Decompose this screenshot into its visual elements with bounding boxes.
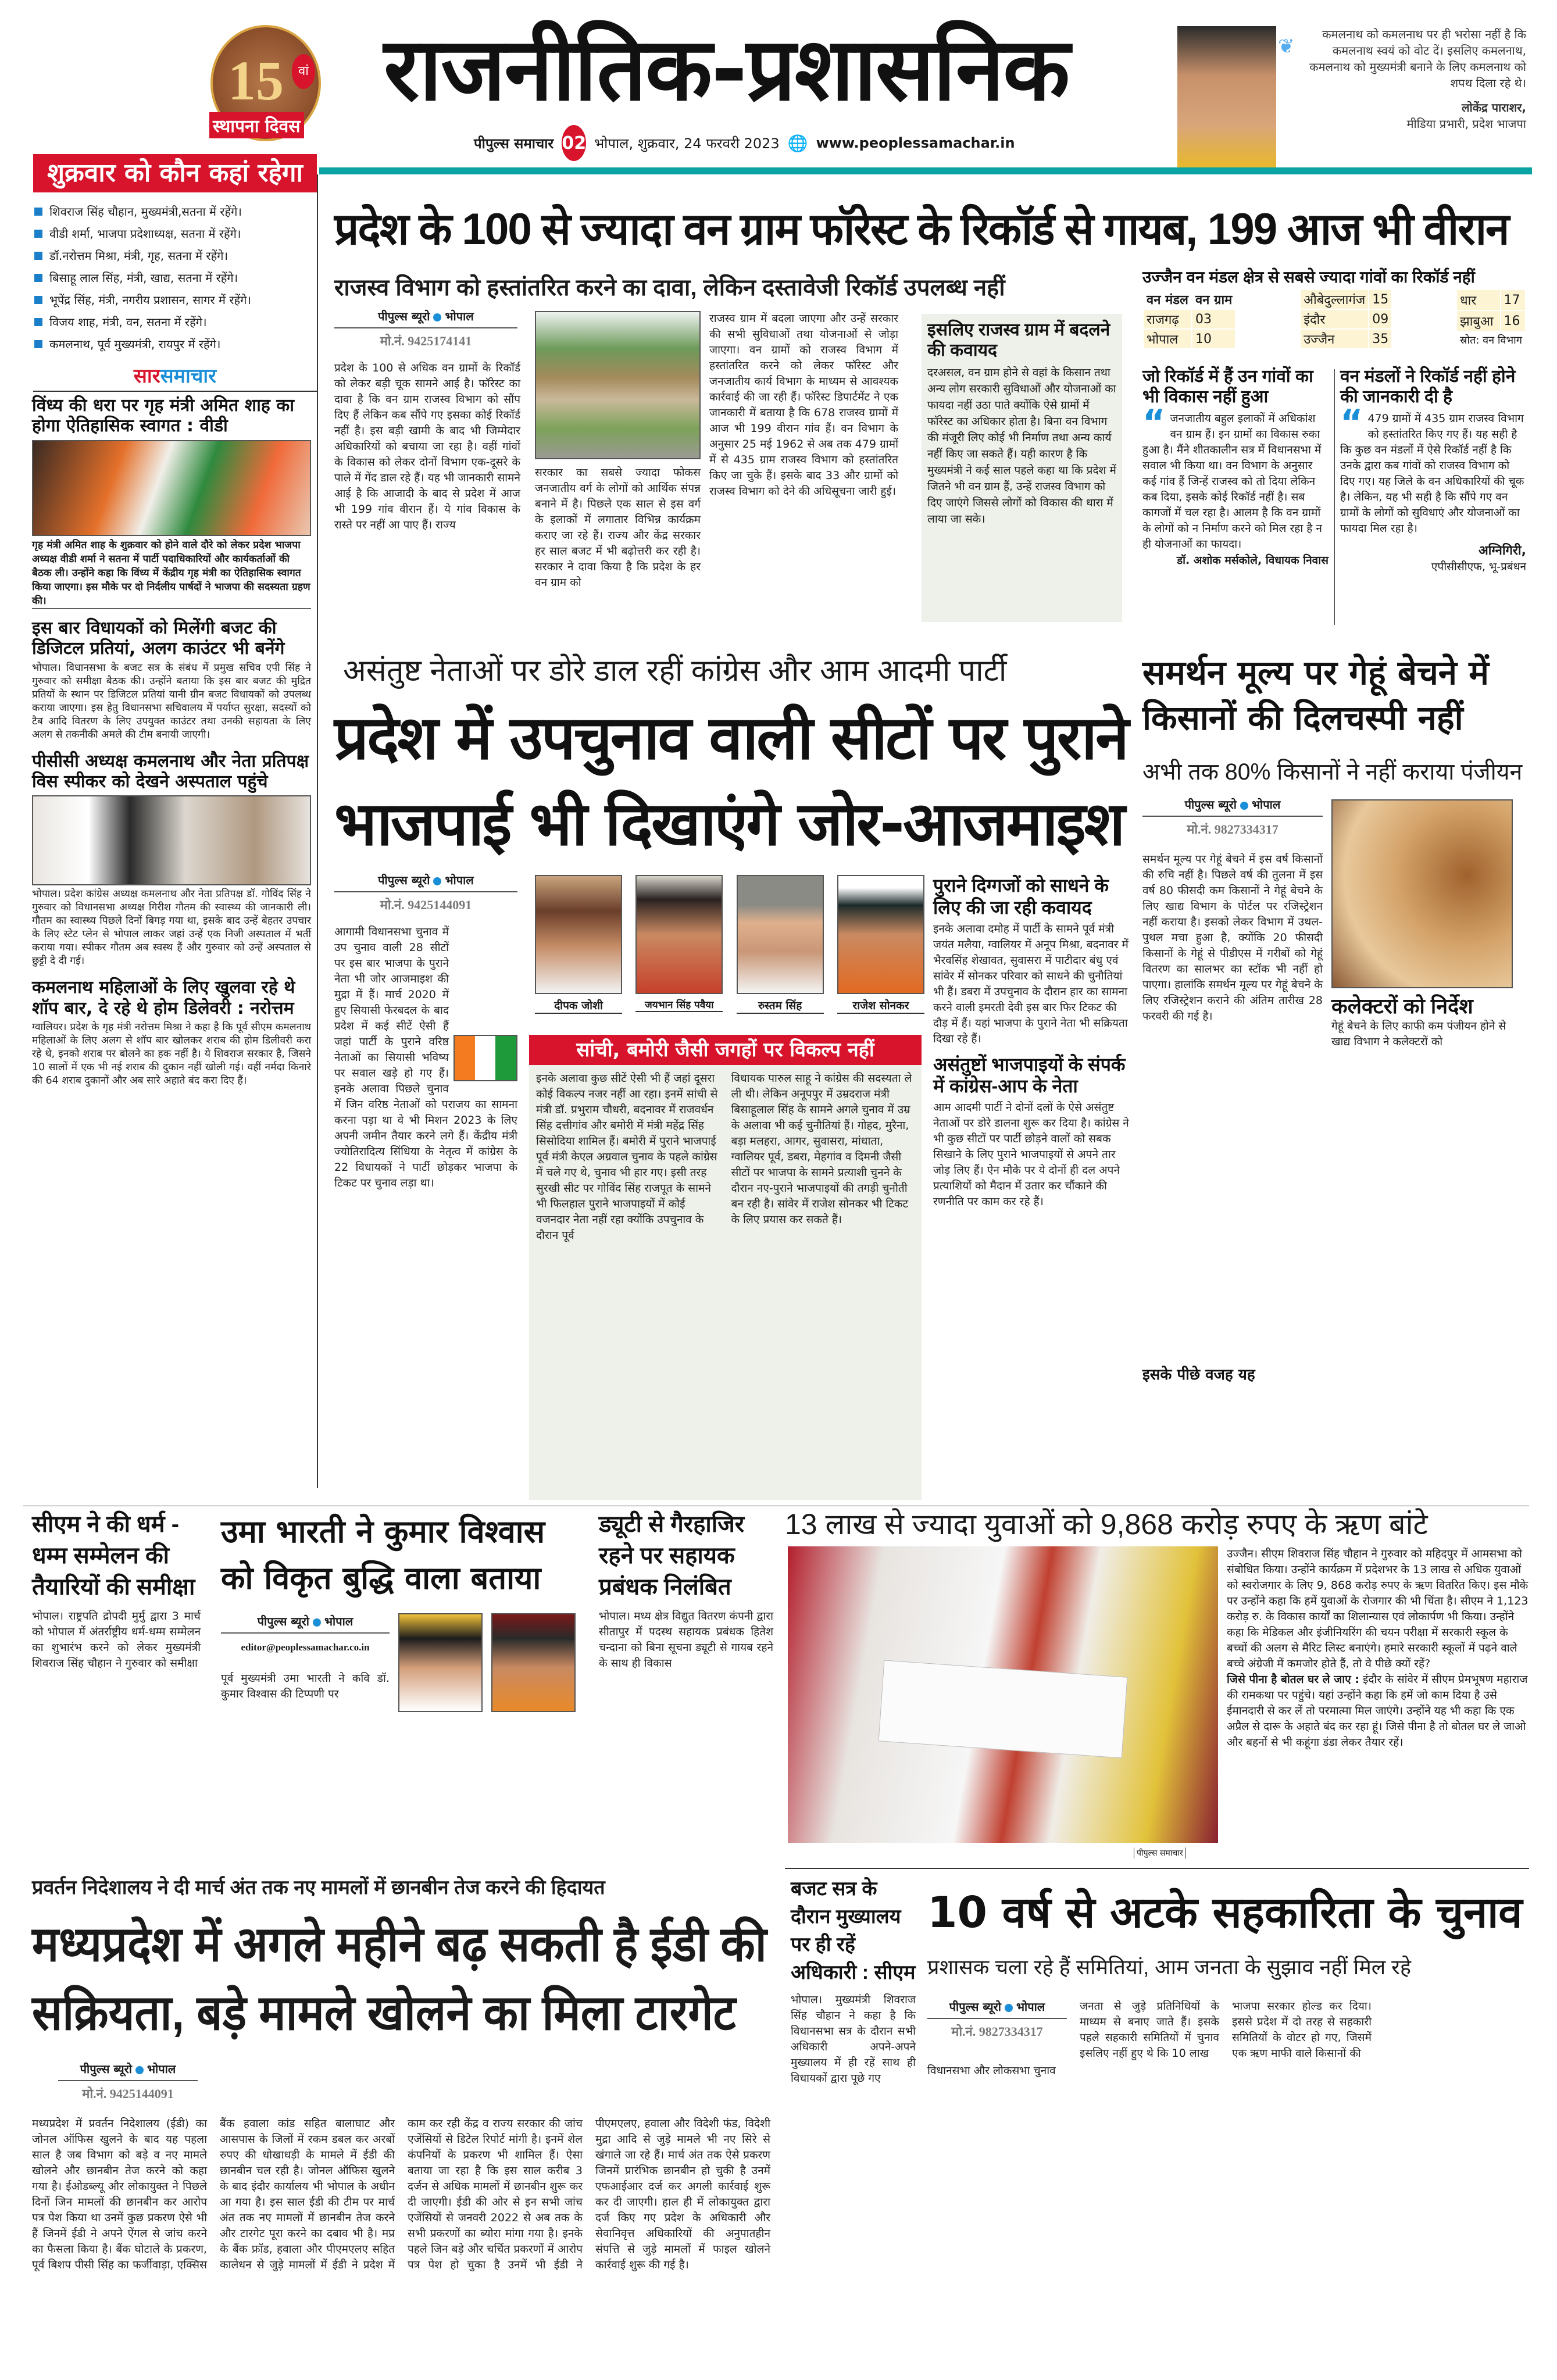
story-headline: ड्यूटी से गैरहाजिर रहने पर सहायक प्रबंधक निलंबित [599, 1511, 745, 1600]
story-body: इंदौर के सांवेर में सीएम प्रेमभूषण महाराज की रामकथा पर पहुंचे। यहां उन्होंने कहा कि हमें जो काम दिया है उसे ईमानदारी से कर लें तो परमात्मा मिल जाएंगे। उन्होंने यह भी कहा कि एक अप्रैल से दारू के अहाते बंद कर रहा हूं। जिसे पीना है तो बोतल घर ले जाओ और बहनों से भी कहूंगा डंडा लेकर तैयार रहें। [1227, 1673, 1528, 1749]
story-text-col [221, 1613, 390, 1712]
schedule-list [33, 201, 317, 355]
story-body-block [1227, 1546, 1529, 1750]
brief-story-narottam [32, 977, 311, 1088]
leader-card [635, 875, 723, 1014]
section-title: राजनीतिक-प्रशासनिक [384, 19, 1069, 120]
story-body: जनता से जुड़े प्रतिनिधियों के माध्यम से बनाए जाते हैं। इसके पहले सहकारी समितियों में चुनाव इसलिए नहीं हुए थे कि 10 लाख [1080, 2000, 1219, 2060]
byline [58, 2061, 198, 2081]
story-content [221, 1613, 581, 1712]
table-row [1301, 290, 1391, 309]
schedule-item: भूपेंद्र सिंह, मंत्री, नगरीय प्रशासन, सागर में रहेंगे। [33, 289, 317, 311]
brief-story-hospital [32, 751, 311, 969]
wheat-reason-title: इसके पीछे वजह यह [1142, 1366, 1255, 1384]
sidebar-body-col1: इनके अलावा कुछ सीटें ऐसी भी हैं जहां दूसरा कोई विकल्प नजर नहीं आ रहा। इनमें सांची से मंत्री डॉ. प्रभुराम चौधरी, बदनावर में राजवर्धन सिंह दत्तीगांव और बमोरी में मंत्री महेंद्र सिंह सिसोदिया शामिल हैं। बमोरी में पुराने भाजपाई पूर्व मंत्री केएल अग्रवाल चुनाव के पहले कांग्रेस में चले गए थे, चुनाव भी हार गए। इसी तरह सुरखी सीट पर गोविंद सिंह राजपूत के सामने भी फिलहाल पुराने भाजपाइयों में कोई वजनदार नेता नहीं रहा क्योंकि उपचुनाव के दौरान पूर्व [536, 1072, 718, 1242]
table-row [1457, 311, 1525, 331]
schedule-item: कमलनाथ, पूर्व मुख्यमंत्री, रायपुर में रहेंगे। [33, 333, 317, 355]
byline-name: पीपुल्स ब्यूरो [949, 2000, 1001, 2014]
sidebar-body-col2: विधायक पारुल साहू ने कांग्रेस की सदस्यता ले ली थी। लेकिन अनूपपुर में उम्रदराज मंत्री बिसाहूलाल सिंह के सामने अगले चुनाव में उम्र के अलावा भी कई चुनौतियां हैं। गोहद, मुरैना, बड़ा मलहरा, आगर, सुवासरा, मांधाता, ग्वालियर पूर्व, डबरा, मेहगांव व दिमनी जैसी सीटों पर भाजपा के सामने प्रत्याशी चुनने के दौरान नए-पुराने भाजपाइयों की तगड़ी चुनौती बन रही है। सांवेर में राजेश सोनकर भी टिकट के लिए प्रयास कर सकते हैं। [731, 1072, 912, 1226]
story-headline: बजट सत्र के दौरान मुख्यालय पर ही रहें अधिकारी : सीएम [791, 1878, 916, 1984]
byline-dot-icon [433, 877, 441, 885]
quote-author: डॉ. अशोक मर्सकोले, विधायक निवास [1176, 553, 1329, 567]
wheat-body: समर्थन मूल्य पर गेहूं बेचने में इस वर्ष किसानों की रुचि नहीं है। पिछले वर्ष की तुलना में इस वर्ष 80 फीसदी कम किसानों ने गेहूं बेचने के लिए खाद्य विभाग के पोर्टल पर रजिस्ट्रेशन नहीं कराया है। इसको लेकर विभाग में उथल-पुथल मचा हुआ है, क्योंकि 20 फीसदी किसानों के गेहूं से पीडीएस में गरीबों को गेहूं वितरण का सालभर का स्टॉक भी नहीं हो पाएगा। हालांकि समर्थन मूल्य पर गेहूं बेचने के लिए रजिस्ट्रेशन कराने की अंतिम तारीख 28 फरवरी की गई है। [1142, 853, 1323, 1023]
forest-body-col1: प्रदेश के 100 से अधिक वन ग्रामों के रिकॉर्ड को लेकर बड़ी चूक सामने आई है। फॉरेस्ट का दावा है कि वन ग्राम राजस्व विभाग को सौंप दिए हैं लेकिन कब सौंपे गए इसका कोई रिकॉर्ड नहीं है। इस बड़ी खामी के बाद भी जिम्मेदार अधिकारियों को बचाया जा रहा है। वहीं गांवों के विकास को लेकर दोनों विभाग एक-दूसरे के पाले में गेंद डाल रहे हैं। यह भी जानकारी सामने आई है कि आजादी के बाद से प्रदेश में आज भी 199 गांव वीरान हैं। ये गांव विकास के रास्ते पर नहीं आ पाए हैं। राज्य [334, 362, 520, 531]
quote-official [1340, 366, 1526, 574]
leader-card [737, 875, 824, 1014]
bypoll-sidebar [529, 1035, 922, 1500]
story-budget-session [791, 1875, 916, 2086]
schedule-title: शुक्रवार को कौन कहां रहेगा [33, 154, 317, 192]
quote-body [1340, 402, 1526, 537]
byline-name: पीपुल्स ब्यूरो [378, 309, 430, 323]
story-body: विधानसभा और लोकसभा चुनाव [927, 2064, 1056, 2077]
reporter-mobile: मो.नं. 9425174141 [380, 334, 472, 348]
brief-headline: पीसीसी अध्यक्ष कमलनाथ और नेता प्रतिपक्ष विस स्पीकर को देखने अस्पताल पहुंचे [32, 751, 309, 792]
bullet-icon [34, 230, 42, 238]
byline [334, 872, 517, 892]
byline [334, 308, 517, 328]
story-dharma-sammelan [32, 1509, 201, 1671]
table-row [1457, 332, 1525, 348]
story-youth-loans [785, 1506, 1529, 1866]
story-body: पूर्व मुख्यमंत्री उमा भारती ने कवि डॉ. कुमार विश्वास की टिप्पणी पर [221, 1672, 390, 1700]
schedule-item: डॉ.नरोत्तम मिश्रा, मंत्री, गृह, सतना में रहेंगे। [33, 245, 317, 267]
brief-label-blue: समाचार [160, 364, 217, 388]
leader-photo [535, 875, 622, 994]
byline-name: पीपुल्स ब्यूरो [257, 1614, 309, 1628]
box-title: कलेक्टरों को निर्देश [1331, 994, 1473, 1018]
side-title: पुराने दिग्गजों को साधने के लिए की जा रही कवायद [933, 875, 1109, 918]
page-number: 02 [562, 125, 586, 161]
bypoll-headline: प्रदेश में उपचुनाव वाली सीटों पर पुराने भाजपाई भी दिखाएंगे जोर-आजमाइश [334, 702, 1127, 859]
brief-headline: इस बार विधायकों को मिलेंगी बजट की डिजिटल प्रतियां, अलग काउंटर भी बनेंगे [32, 617, 285, 659]
leader-card [535, 875, 622, 1014]
brief-rule [33, 391, 317, 392]
ed-byline-block [58, 2061, 198, 2102]
table-cell: भोपाल [1144, 330, 1191, 348]
reporter-mobile: मो.नं. 9425144091 [380, 898, 472, 912]
table-row [1301, 310, 1391, 328]
byline-city: भोपाल [324, 1614, 353, 1628]
brief-label [33, 362, 317, 388]
sidebar-title: इसलिए राजस्व ग्राम में बदलने की कवायद [927, 320, 1110, 360]
leader-photo [837, 875, 924, 994]
schedule-item: वीडी शर्मा, भाजपा प्रदेशाध्यक्ष, सतना में रहेंगे। [33, 223, 317, 245]
leader-name: दीपक जोशी [535, 998, 622, 1014]
byline [221, 1613, 390, 1634]
quote-mark-icon: “ [1142, 402, 1166, 443]
brief-stories [32, 395, 311, 1088]
byline-city: भोपाल [147, 2062, 176, 2076]
story-columns [927, 1999, 1529, 2079]
sidebar-columns [529, 1065, 922, 1249]
byline-dot-icon [1005, 2004, 1013, 2012]
brief-body: भोपाल। विधानसभा के बजट सत्र के संबंध में प्रमुख सचिव एपी सिंह ने गुरुवार को समीक्षा बैठक की। उन्होंने बताया कि इस बार बजट की मुद्रित प्रतियों के स्थान पर डिजिटल प्रतियां यानी ग्रीन बजट विधायकों को उपलब्ध कराया जाएगा। इस हेतु विधानसभा सचिवालय में पर्याप्त सुरक्षा, सदस्यों को टैब आदि वितरण के लिए उपयुक्त काउंटर तथा उनकी सहायता के लिए अलग से तकनीकी अमले की टीम बनायी जाएगी। [32, 662, 311, 741]
sidebar-body: दरअसल, वन ग्राम होने से वहां के किसान तथा अन्य लोग सरकारी सुविधाओं और योजनाओं का फायदा नहीं उठा पाते क्योंकि ऐसे ग्रामों में फॉरेस्ट का अधिकार होता है। बिना वन विभाग की मंजूरी लिए कोई भी निर्माण तथा अन्य कार्य नहीं किए जा सकते हैं। यही कारण है कि मुख्यमंत्री ने कई साल पहले कहा था कि प्रदेश में जितने भी वन ग्राम हैं, उन्हें राजस्व विभाग को दिए जाएंगे जिससे लोगों को विकास की धारा में लाया जा सके। [927, 366, 1116, 526]
schedule-item: बिसाहू लाल सिंह, मंत्री, खाद्य, सतना में रहेंगे। [33, 267, 317, 289]
bypoll-kicker: असंतुष्ट नेताओं पर डोरे डाल रहीं कांग्रेस और आम आदमी पार्टी [343, 654, 1007, 688]
quote-text: 479 ग्रामों में 435 ग्राम राजस्व विभाग को हस्तांतरित किए गए हैं। यह सही है कि कुछ वन मंडलों में ऐसे रिकॉर्ड नहीं है कि उनके द्वारा कब गांवों को राजस्व विभाग को दिए गए। यह जिले के वन अधिकारियों की चूक है। लेकिन, यह भी सही है कि सौंपे गए वन ग्रामों के लोगों को सुविधाएं और योजनाओं का फायदा मिल रहा है। [1340, 412, 1524, 535]
story-headline: उमा भारती ने कुमार विश्वास को विकृत बुद्धि वाला बताया [221, 1513, 545, 1596]
bullet-icon [34, 252, 42, 260]
forest-sidebar-box [922, 314, 1122, 622]
tweet-text: कमलनाथ को कमलनाथ पर ही भरोसा नहीं है कि कमलनाथ स्वयं को वोट दें। इसलिए कमलनाथ, कमलनाथ को मुख्यमंत्री बनाने के लिए कमलनाथ को शपथ दिला रहे थे। [1309, 27, 1526, 90]
anniversary-suffix: वां [292, 54, 315, 89]
table-cell: 03 [1192, 310, 1235, 328]
byline-name: पीपुल्स ब्यूरो [378, 873, 430, 887]
bjp-meeting-photo [32, 440, 311, 536]
uma-bharti-photo [491, 1613, 576, 1712]
byline-name: पीपुल्स ब्यूरो [1184, 798, 1237, 812]
leader-card [837, 875, 924, 1014]
reporter-mobile: मो.नं. 9425144091 [82, 2086, 174, 2101]
wheat-subheadline: अभी तक 80% किसानों ने नहीं कराया पंजीयन [1142, 759, 1523, 785]
table-header-row [1144, 290, 1235, 309]
row4-rule [785, 1868, 1529, 1869]
bypoll-byline-block [334, 872, 517, 913]
table-row [1457, 290, 1525, 310]
side-body: आम आदमी पार्टी ने दोनों दलों के ऐसे असंतुष्ट नेताओं पर डोरे डालना शुरू कर दिया है। कांग्रेस ने भी कुछ सीटों पर पार्टी छोड़ने वालों को सबक सिखाने के लिए पुराने भाजपाइयों से अपने तार जोड़ लिए हैं। ऐन मौके पर ये दोनों ही दल अपने प्रत्याशियों को मैदान में उतार कर चौंकाने की रणनीति पर काम कर रहे हैं। [933, 1101, 1129, 1208]
table-cell: धार [1457, 290, 1499, 310]
brief-body: ग्वालियर। प्रदेश के गृह मंत्री नरोत्तम मिश्रा ने कहा है कि पूर्व सीएम कमलनाथ महिलाओं के लिए अलग से शॉप बार खोलकर शराब की होम डिलीवरी करा रहे थे, इनको शराब पर बोलने का हक नहीं है। ये शिवराज सरकार है, जिसने 10 सालों में एक भी नई शराब की दुकान नहीं खोली गई। वहीं नर्मदा किनारे की 64 शराब दुकानों और अब सारे अहाते बंद करा दिए हैं। [32, 1021, 311, 1087]
spokesperson-photo [1177, 26, 1276, 167]
story-body: उज्जैन। सीएम शिवराज सिंह चौहान ने गुरुवार को महिदपुर में आमसभा को संबोधित किया। उन्होंने कार्यक्रम में प्रदेशभर के 13 लाख से अधिक युवाओं को स्वरोजगार के लिए 9, 868 करोड़ रुपए के ऋण वितरित किए। इस मौके पर उन्होंने कहा कि हमें युवाओं के रोजगार की भी चिंता है। सीएम ने 1,123 करोड़ रु. के विकास कार्यों का शिलान्यास एवं लोकार्पण भी किया। उन्होंने कहा कि मेडिकल और इंजीनियरिंग की चयन परीक्षा में सरकारी स्कूल के बच्चों की अलग से मैरिट लिस्ट बनाएंगे। हमारे सरकारी स्कूलों में पढ़ने वाले बच्चे अंग्रेजी में कमजोर होते हैं, तो वे पीछे क्यों रहें? [1227, 1548, 1529, 1670]
sidebar-banner: सांची, बमोरी जैसी जगहों पर विकल्प नहीं [529, 1035, 922, 1065]
wheat-collector-box [1331, 994, 1517, 1050]
byline-city: भोपाल [1251, 798, 1281, 812]
table-row [1144, 310, 1235, 328]
forest-village-table [1142, 267, 1526, 349]
table-source: स्रोत: वन विभाग [1460, 334, 1522, 347]
schedule-box [33, 154, 317, 355]
leader-photo [635, 875, 723, 994]
paper-name: पीपुल्स समाचार [474, 135, 554, 152]
schedule-item: शिवराज सिंह चौहान, मुख्यमंत्री,सतना में रहेंगे। [33, 201, 317, 223]
table-cell: राजगढ़ [1144, 310, 1191, 328]
quote-text: जनजातीय बहुल इलाकों में अधिकांश वन ग्राम हैं। इन ग्रामों का विकास रुका हुआ है। मैंने शीतकालीन सत्र में विधानसभा में सवाल भी किया था। वन विभाग के अनुसार कई गांव हैं जिन्हें राजस्व को तो दिया लेकिन कब दिया, इसके कोई रिकॉर्ड नहीं है। सब कागजों में चल रहा है। आलम है कि वन ग्रामों के लोगों को न निर्माण करने को मिल रहा है न ही योजनाओं का फायदा। [1142, 412, 1322, 551]
quote-author: अग्निगिरी, [1478, 543, 1526, 558]
photo-credit: पीपुल्स समाचार [1134, 1847, 1186, 1859]
quote-author-title: एपीसीसीएफ, भू-प्रबंधन [1431, 560, 1526, 573]
brief-story-amit-shah [32, 395, 311, 609]
forest-body-col3: राजस्व ग्राम में बदला जाएगा और उन्हें सरकार की सभी सुविधाओं तथा योजनाओं से जोड़ा जाएगा। वन ग्रामों को राजस्व विभाग में हस्तांतरित करने को लेकर फॉरेस्ट और जनजातीय कार्य विभाग के माध्यम से आवश्यक कार्रवाई की जा रही हैं। फॉरेस्ट डिपार्टमेंट ने एक जानकारी में बताया है कि 678 राजस्व ग्रामों में आज भी 199 वीरान गांव हैं। वन विभाग के अनुसार 25 मई 1962 से अब तक 479 ग्रामों में से 435 ग्राम राजस्व विभाग को हस्तांतरित किए जा चुके हैं। इसके बाद 33 और ग्रामों को राजस्व विभाग को देने की अधिसूचना जारी हुई। [709, 312, 898, 498]
quote-body [1142, 402, 1329, 552]
bullet-icon [34, 318, 42, 326]
tweet-quote [1299, 26, 1526, 132]
leader-name: जयभान सिंह पवैया [635, 998, 723, 1012]
byline-name: पीपुल्स ब्यूरो [80, 2062, 132, 2076]
byline-city: भोपाल [445, 309, 474, 323]
story-body: भोपाल। मध्य क्षेत्र विद्युत वितरण कंपनी द्वारा सीतापुर में पदस्थ सहायक प्रबंधक हितेश चन्दाना को बिना सूचना ड्यूटी से गायब रहने के साथ ही विकास [599, 1610, 773, 1670]
editor-email[interactable]: editor@peoplessamachar.co.in [241, 1642, 370, 1653]
story-subheadline: प्रशासक चला रहे हैं समितियां, आम जनता के सुझाव नहीं मिल रहे [927, 1955, 1411, 1979]
kumar-vishwas-photo [398, 1613, 483, 1712]
bypoll-body-wrap [334, 924, 517, 1191]
brief-body: भोपाल। प्रदेश कांग्रेस अध्यक्ष कमलनाथ और नेता प्रतिपक्ष डॉ. गोविंद सिंह ने गुरुवार को विधानसभा अध्यक्ष गिरीश गौतम की स्वास्थ्य की जानकारी ली। गौतम का स्वास्थ्य पिछले दिनों बिगड़ गया था, इसके बाद उन्हें बेहतर उपचार के लिए स्टेट प्लेन से भोपाल लाकर जहां उन्हें एक निजी अस्पताल में भर्ती कराया गया। स्पीकर गौतम अब स्वस्थ हैं और गुरुवार को उन्हें अस्पताल से छुट्टी दे दी गई। [32, 888, 311, 967]
globe-icon: 🌐 [787, 133, 808, 153]
twitter-icon: ❦ [1278, 35, 1295, 58]
table-row [1144, 330, 1235, 348]
cheque-image [879, 1660, 1128, 1759]
table-row [1301, 330, 1391, 348]
tweet-author: लोकेंद्र पाराशर, [1462, 101, 1526, 115]
wheat-photo [1331, 799, 1513, 988]
brief-label-red: सार [133, 364, 160, 388]
leader-photos [535, 875, 924, 1014]
anniversary-label: स्थापना दिवस [209, 112, 304, 138]
website-link[interactable]: www.peoplessamachar.in [816, 135, 1015, 151]
wheat-byline-block [1142, 796, 1323, 838]
byline [927, 1999, 1067, 2019]
bypoll-body-col1: आगामी विधानसभा चुनाव में उप चुनाव वाली 28 सीटों पर इस बार भाजपा के पुराने नेता भी जोर आजमाइश की मुद्रा में हैं। मार्च 2020 में हुए सियासी फेरबदल के बाद प्रदेश में कई सीटें ऐसी हैं जहां पार्टी के पुराने वरिष्ठ नेताओं का सियासी भविष्य पर सवाल खड़े हो गए हैं। इनके अलावा पिछले चुनाव में जिन वरिष्ठ नेताओं को पराजय का सामना करना पड़ा था वे भी मिशन 2023 के लिए अपनी जमीन तैयार करने लगे हैं। केंद्रीय मंत्री ज्योतिरादित्य सिंधिया के नेतृत्व में कांग्रेस के 22 विधायकों ने पार्टी छोड़कर भाजपा के टिकट पर चुनाव लड़ा था। [334, 925, 517, 1189]
anniversary-number: 15 [228, 49, 284, 112]
forest-village-photo [535, 311, 701, 459]
table-group [1299, 289, 1392, 349]
story-body: भोपाल। मुख्यमंत्री शिवराज सिंह चौहान ने कहा है कि विधानसभा सत्र के दौरान सभी अधिकारी अपने-अपने मुख्यालय में ही रहें साथ ही विधायकों द्वारा पूछे गए [791, 1993, 916, 2085]
table-cell: उज्जैन [1301, 330, 1368, 348]
byline-city: भोपाल [445, 873, 474, 887]
forest-body-col2: सरकार का सबसे ज्यादा फोकस जनजातीय वर्ग के लोगों को आर्थिक संपन्न बनाने में है। पिछले एक साल से इस वर्ग के इलाकों में लगातार विभिन्न कार्यक्रम कराए जा रहे हैं। राज्य और केंद्र सरकार हर साल बजट में भी बढ़ोत्तरी कर रही है। सरकार ने दावा किया है कि प्रदेश के हर वन ग्राम को [535, 466, 701, 589]
byline-dot-icon [313, 1618, 321, 1627]
quote-mla [1142, 366, 1329, 567]
story-uma-bharti [221, 1509, 581, 1712]
table-cell: औबेदुल्लागंज [1301, 290, 1368, 309]
table-groups [1142, 289, 1526, 349]
story-headline: 13 लाख से ज्यादा युवाओं को 9,868 करोड़ रुपए के ऋण बांटे [785, 1508, 1428, 1541]
brief-story-budget-digital [32, 618, 311, 742]
story-body: भोपाल। राष्ट्रपति द्रोपदी मुर्मु द्वारा 3 मार्च को भोपाल में अंतर्राष्ट्रीय धर्म-धम्म सम्मेलन का शुभारंभ करने को लेकर मुख्यमंत्री शिवराज सिंह चौहान ने गुरुवार को समीक्षा [32, 1610, 201, 1670]
bullet-icon [34, 296, 42, 304]
bullet-icon [34, 208, 42, 216]
story-headline: 10 वर्ष से अटके सहकारिता के चुनाव [927, 1888, 1523, 1938]
reporter-mobile: मो.नं. 9827334317 [951, 2024, 1043, 2039]
forest-byline-block [334, 308, 517, 349]
table-cell: 35 [1369, 330, 1391, 348]
byline-dot-icon [433, 313, 441, 321]
story-col [927, 1999, 1067, 2079]
table-header: वन ग्राम [1195, 293, 1233, 308]
brief-headline: विंध्य की धरा पर गृह मंत्री अमित शाह का होगा ऐतिहासिक स्वागत : वीडी [32, 395, 295, 437]
side-body: इनके अलावा दमोह में पार्टी के सामने पूर्व मंत्री जयंत मलैया, ग्वालियर में अनूप मिश्रा, बदनावर में भैरवसिंह शेखावत, सुवासरा में पाटीदार बंधु एवं सांवेर में सोनकर परिवार को साधने की चुनौतियां भी हैं। डबरा में उपचुनाव के दौरान हार का सामना करने वाली इमरती देवी इस बार फिर टिकट की दौड़ में हैं। यहां भाजपा के पुराने नेता भी सक्रियता दिखा रहे हैं। [933, 922, 1129, 1045]
byline [1142, 796, 1323, 817]
quote-mark-icon: “ [1340, 402, 1363, 443]
story-body: भाजपा सरकार होल्ड कर दिया। इससे प्रदेश में दो तरह से सहकारी समितियों के वोटर हो गए, जिसमें एक ऋण माफी वाले किसानों की [1232, 2000, 1372, 2060]
dateline-bar [474, 129, 1015, 157]
table-header: वन मंडल [1147, 293, 1188, 308]
ed-kicker: प्रवर्तन निदेशालय ने दी मार्च अंत तक नए मामलों में छानबीन तेज करने की हिदायत [32, 1877, 605, 1899]
table-group [1142, 289, 1236, 349]
tweet-author-title: मीडिया प्रभारी, प्रदेश भाजपा [1406, 117, 1526, 131]
leader-name: राजेश सोनकर [837, 998, 924, 1014]
photo-caption: गृह मंत्री अमित शाह के शुक्रवार को होने वाले दौरे को लेकर प्रदेश भाजपा अध्यक्ष वीडी शर्मा ने सतना में पार्टी पदाधिकारियों और कार्यकर्ताओं की बैठक ली। उन्होंने कहा कि विंध्य में केंद्रीय गृह मंत्री का ऐतिहासिक स्वागत किया जाएगा। इस मौके पर दो निर्दलीय पार्षदों ने भाजपा की सदस्यता ग्रहण की। [32, 538, 311, 609]
byline-dot-icon [135, 2066, 144, 2074]
leader-name: रुस्तम सिंह [737, 998, 824, 1014]
schedule-item: विजय शाह, मंत्री, वन, सतना में रहेंगे। [33, 311, 317, 333]
table-cell: 10 [1192, 330, 1235, 348]
header-rule [319, 167, 1532, 174]
box-body: गेहूं बेचने के लिए काफी कम पंजीयन होने से खाद्य विभाग ने कलेक्टरों को [1331, 1020, 1506, 1049]
table-cell: झाबुआ [1457, 311, 1499, 331]
cheque-distribution-photo [788, 1546, 1218, 1843]
quote-title: जो रिकॉर्ड में हैं उन गांवों का भी विकास नहीं हुआ [1142, 367, 1313, 407]
bypoll-side-col [933, 875, 1134, 1210]
table-cell: इंदौर [1301, 310, 1368, 328]
bullet-icon [34, 340, 42, 348]
anniversary-logo [205, 25, 329, 147]
story-duty-suspension [599, 1509, 773, 1671]
dateline: भोपाल, शुक्रवार, 24 फरवरी 2023 [594, 135, 780, 152]
reporter-mobile: मो.नं. 9827334317 [1187, 822, 1279, 837]
bjp-flag-image [453, 1035, 517, 1081]
story-subtitle: जिसे पीना है बोतल घर ले जाए : [1227, 1673, 1359, 1686]
ed-headline: मध्यप्रदेश में अगले महीने बढ़ सकती है ईडी की सक्रियता, बड़े मामले खोलने का मिला टारगेट [32, 1917, 767, 2040]
table-group [1456, 289, 1526, 349]
forest-headline: प्रदेश के 100 से ज्यादा वन ग्राम फॉरेस्ट के रिकॉर्ड से गायब, 199 आज भी वीरान [334, 205, 1509, 254]
byline-city: भोपाल [1016, 2000, 1045, 2014]
table-title: उज्जैन वन मंडल क्षेत्र से सबसे ज्यादा गांवों का रिकॉर्ड नहीं [1142, 268, 1475, 286]
story-cooperative-elections [927, 1884, 1529, 2079]
bullet-icon [34, 274, 42, 282]
story-headline: सीएम ने की धर्म - धम्म सम्मेलन की तैयारियों की समीक्षा [32, 1511, 195, 1600]
wheat-headline: समर्थन मूल्य पर गेहूं बेचने में किसानों की दिलचस्पी नहीं [1142, 653, 1489, 738]
byline-dot-icon [1240, 802, 1248, 810]
ed-body: मध्यप्रदेश में प्रवर्तन निदेशालय (ईडी) का जोनल ऑफिस खुलने के बाद यह पहला साल है जब विभाग को बड़े व नए मामले खोलने और छानबीन तेज करने को कहा गया है। ईओडब्ल्यू और लोकायुक्त ने पिछले दिनों जिन मामलों की छानबीन कर आरोप पत्र पेश किया था उनमें कुछ प्रकरण ऐसे भी हैं जिनमें ईडी ने अपने ऐंगल से जांच करने का फैसला किया है। बैंक घोटाले के प्रकरण, पूर्व बिशप पीसी सिंह का फर्जीवाड़ा, एक्सिस बैंक हवाला कांड सहित बालाघाट और आसपास के जिलों में रकम डबल कर अरबों रुपए की धोखाधड़ी के मामले में ईडी की छानबीन चल रही है। जोनल ऑफिस खुलने के बाद इंदौर कार्यालय भी भोपाल के अधीन आ गया है। इस साल ईडी की टीम पर मार्च अंत तक नए मामलों में छानबीन तेज करने और टारगेट पूरा करने का दबाव भी है। मप्र के बैंक फ्रॉड, हवाला और पीएमएलए सहित कालेधन से जुड़े मामलों में ईडी ने प्रदेश में काम कर रही केंद्र व राज्य सरकार की जांच एजेंसियों से डिटेल रिपोर्ट मांगी है। इनमें शेल कंपनियों के प्रकरण भी शामिल हैं। ऐसा बताया जा रहा है कि इस साल करीब 3 दर्जन से अधिक मामलों में छानबीन शुरू कर दी जाएगी। ईडी की ओर से इन सभी जांच एजेंसियों से जनवरी 2022 से अब तक के सभी प्रकरणों का ब्योरा मांगा गया है। इनके पहले जिन बड़े और चर्चित प्रकरणों में आरोप पत्र पेश हो चुका है उनमें भी ईडी ने पीएमएलए, हवाला और विदेशी फंड, विदेशी मुद्रा आदि से जुड़े मामले भी नए सिरे से खंगाले जा रहे हैं। मार्च अंत तक ऐसे प्रकरण जिनमें प्रारंभिक छानबीन हो चुकी है उनमें एफआईआर दर्ज कर अगली कार्रवाई शुरू कर दी जाएगी। हाल ही में लोकायुक्त द्वारा दर्ज किए गए प्रदेश के अधिकारी और सेवानिवृत्त अधिकारियों की अनुपातहीन संपत्ति से जुड़े मामलों में फाइल खोलने कार्रवाई शुरू की गई है। [32, 2117, 770, 2271]
brief-headline: कमलनाथ महिलाओं के लिए खुलवा रहे थे शॉप बार, दे रहे थे होम डिलेवरी : नरोत्तम [32, 977, 295, 1019]
leader-photo [737, 875, 824, 994]
left-column-rule [317, 174, 318, 1488]
hospital-visit-photo [32, 795, 311, 885]
quote-divider [1334, 369, 1335, 625]
table-cell: 17 [1501, 290, 1525, 310]
table-cell: 16 [1501, 311, 1525, 331]
forest-subheadline: राजस्व विभाग को हस्तांतरित करने का दावा, लेकिन दस्तावेजी रिकॉर्ड उपलब्ध नहीं [334, 275, 1005, 301]
table-cell: 09 [1369, 310, 1391, 328]
side-title: असंतुष्टों भाजपाइयों के संपर्क में कांग्रेस-आप के नेता [933, 1053, 1126, 1097]
table-cell: 15 [1369, 290, 1391, 309]
quote-title: वन मंडलों ने रिकॉर्ड नहीं होने की जानकारी दी है [1340, 367, 1516, 407]
